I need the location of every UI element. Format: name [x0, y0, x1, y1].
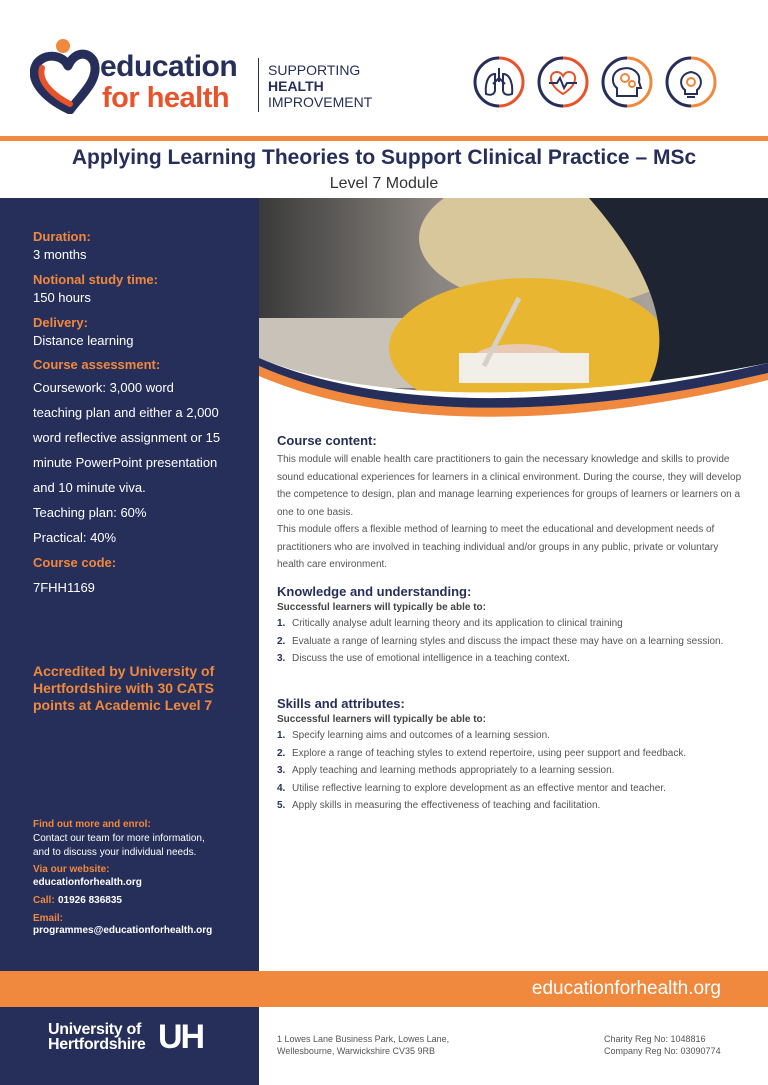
list-item	[277, 633, 747, 651]
course-content-section	[277, 433, 747, 574]
hero-photo-illustration	[259, 198, 768, 430]
page-title: Applying Learning Theories to Support Clinical Practice – MSc	[71, 146, 697, 169]
list-item-text: Utilise reflective learning to explore development as an effective mentor and teacher.	[292, 782, 666, 794]
list-item-text: Apply skills in measuring the effectiveness of teaching and facilitation.	[292, 800, 601, 811]
list-item	[277, 745, 747, 763]
uh-logo-line-2: Hertfordshire	[48, 1036, 146, 1053]
lungs-icon	[473, 56, 525, 108]
course-code-value: 7FHH1169	[33, 580, 95, 595]
tagline-line-1: SUPPORTING	[268, 62, 361, 78]
course-content-paragraph-2: This module offers a flexible method of learning to meet the educational and development needs of practitioners who are involved in teaching individual and/or groups in any public, private or voluntary health care environment.	[277, 524, 719, 570]
page-subtitle: Level 7 Module	[329, 175, 439, 192]
assessment-line: teaching plan and either a 2,000	[33, 405, 219, 420]
university-of-hertfordshire-logo	[48, 1022, 145, 1052]
uh-logo-line-1: University of	[48, 1021, 142, 1038]
list-item	[277, 762, 747, 780]
address-line-1: 1 Lowes Lane Business Park, Lowes Lane,	[277, 1034, 450, 1044]
list-item	[277, 727, 747, 745]
tagline-line-3: IMPROVEMENT	[268, 94, 373, 110]
website-link[interactable]: educationforhealth.org	[33, 877, 142, 888]
list-item	[277, 797, 747, 815]
header-icons	[473, 56, 723, 110]
tagline	[268, 62, 372, 110]
knowledge-section	[277, 584, 747, 668]
company-reg: Company Reg No: 03090774	[604, 1046, 721, 1056]
email-link[interactable]: programmes@educationforhealth.org	[33, 925, 213, 936]
logo-line-2: for health	[102, 82, 230, 114]
course-code-label: Course code:	[33, 555, 117, 570]
logo-line-1: education	[100, 50, 238, 83]
list-item-text: Specify learning aims and outcomes of a learning session.	[292, 730, 550, 741]
skills-section	[277, 696, 747, 815]
assessment-line: Practical: 40%	[33, 530, 117, 545]
footer-website-link[interactable]: educationforhealth.org	[531, 978, 721, 999]
email-label: Email:	[33, 913, 64, 924]
list-number: 2.	[277, 747, 286, 759]
knowledge-intro: Successful learners will typically be able to:	[277, 602, 486, 613]
enrol-text-2: and to discuss your individual needs.	[33, 847, 197, 858]
assessment-line: minute PowerPoint presentation	[33, 455, 218, 470]
study-time-label: Notional study time:	[33, 272, 158, 287]
address-line-2: Wellesbourne, Warwickshire CV35 9RB	[277, 1046, 436, 1056]
accreditation-text: Accredited by University of Hertfordshire with 30 CATS points at Academic Level 7	[33, 663, 215, 713]
education-for-health-logo[interactable]	[30, 38, 260, 118]
website-label: Via our website:	[33, 864, 110, 875]
logo-divider	[258, 58, 259, 112]
charity-reg: Charity Reg No: 1048816	[604, 1034, 706, 1044]
duration-value: 3 months	[33, 247, 87, 262]
assessment-details	[33, 375, 251, 550]
course-content-heading: Course content:	[277, 433, 377, 448]
hero-photo	[259, 198, 768, 430]
brain-cogs-icon	[601, 56, 653, 108]
list-number: 1.	[277, 618, 286, 629]
call-label: Call:	[33, 895, 55, 906]
tagline-line-2: HEALTH	[268, 78, 324, 94]
list-item	[277, 650, 747, 668]
assessment-line: Coursework: 3,000 word	[33, 380, 174, 395]
list-number: 1.	[277, 730, 286, 741]
header	[0, 0, 768, 138]
study-time-value: 150 hours	[33, 290, 91, 305]
address	[277, 1033, 449, 1057]
uh-logo-mark: UH	[158, 1018, 204, 1056]
list-item	[277, 780, 747, 798]
list-item	[277, 615, 747, 633]
skills-heading: Skills and attributes:	[277, 696, 405, 711]
knowledge-heading: Knowledge and understanding:	[277, 584, 472, 599]
list-item-text: Apply teaching and learning methods appropriately to a learning session.	[292, 765, 615, 776]
list-number: 5.	[277, 800, 286, 811]
lightbulb-gear-icon	[665, 56, 717, 108]
phone-link[interactable]: 01926 836835	[58, 895, 122, 906]
skills-intro: Successful learners will typically be able to:	[277, 714, 486, 725]
assessment-line: word reflective assignment or 15	[33, 430, 221, 445]
list-item-text: Evaluate a range of learning styles and discuss the impact these may have on a learning session.	[292, 635, 724, 647]
list-item-text: Discuss the use of emotional intelligence in a teaching context.	[292, 653, 570, 664]
course-content-paragraph-1: This module will enable health care practitioners to gain the necessary knowledge and skills to provide sound educational experiences for learners in a clinical environment. During the course, they will develop the competence to design, plan and manage learning experiences for groups of learners or learners on a one to one basis.	[277, 454, 742, 518]
registration-numbers	[604, 1033, 721, 1057]
skills-list	[277, 727, 747, 815]
delivery-value: Distance learning	[33, 333, 134, 348]
delivery-label: Delivery:	[33, 315, 88, 330]
list-number: 3.	[277, 653, 286, 664]
list-item-text: Explore a range of teaching styles to extend repertoire, using peer support and feedback.	[292, 747, 687, 759]
heart-pulse-icon	[537, 56, 589, 108]
list-number: 2.	[277, 635, 286, 647]
enrol-text-1: Contact our team for more information,	[33, 833, 205, 844]
list-item-text: Critically analyse adult learning theory and its application to clinical training	[292, 618, 623, 629]
assessment-line: Teaching plan: 60%	[33, 505, 147, 520]
header-orange-rule	[0, 136, 768, 141]
knowledge-list	[277, 615, 747, 668]
enrol-label: Find out more and enrol:	[33, 819, 151, 830]
heart-logo-icon	[30, 38, 106, 114]
assessment-line: and 10 minute viva.	[33, 480, 146, 495]
duration-label: Duration:	[33, 229, 91, 244]
list-number: 3.	[277, 765, 286, 776]
list-number: 4.	[277, 782, 286, 794]
assessment-label: Course assessment:	[33, 357, 161, 372]
